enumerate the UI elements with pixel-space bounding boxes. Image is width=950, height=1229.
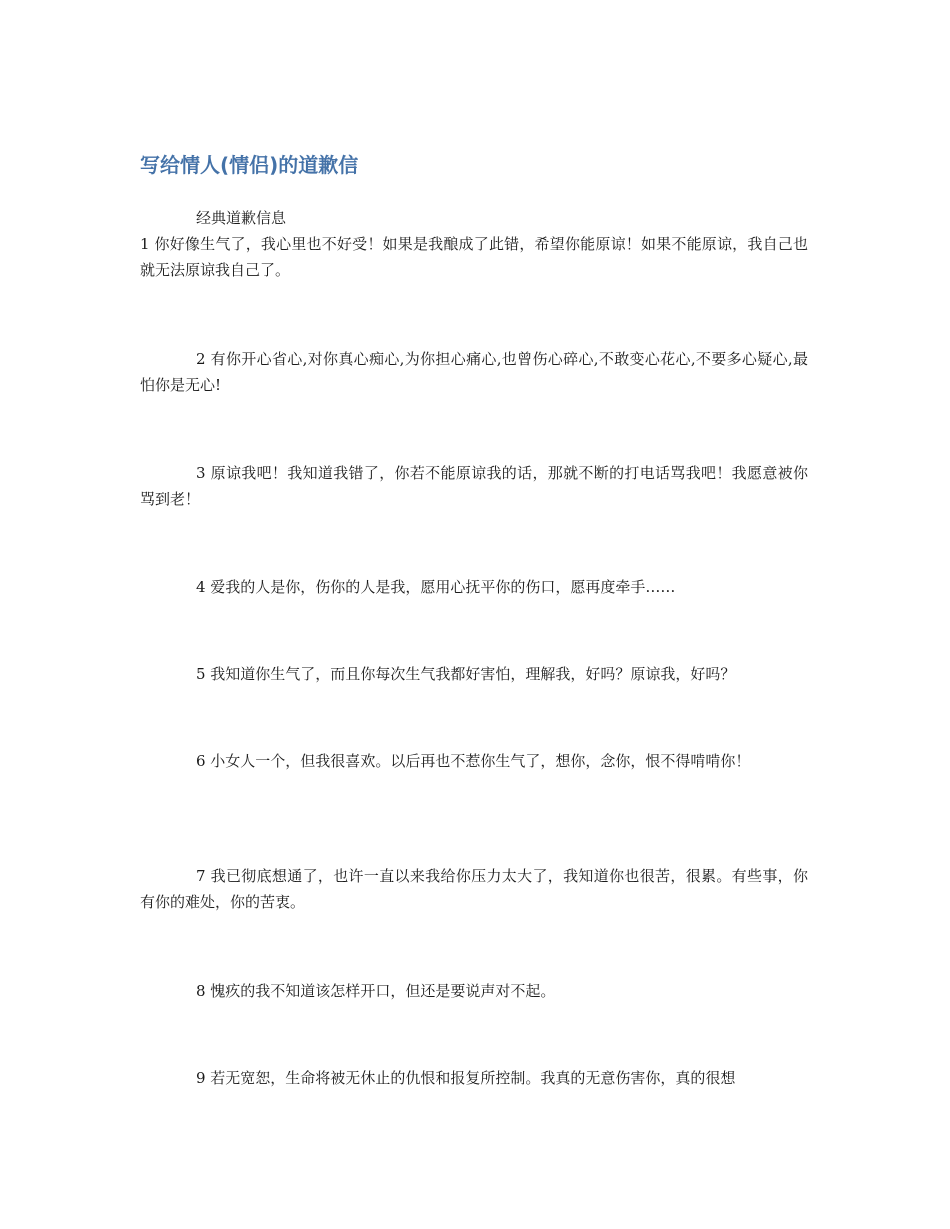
document-subtitle: 经典道歉信息 (196, 209, 287, 227)
paragraph-9: 9 若无宽恕，生命将被无休止的仇恨和报复所控制。我真的无意伤害你，真的很想 (196, 1069, 736, 1087)
paragraph-1: 1 你好像生气了，我心里也不好受！如果是我酿成了此错，希望你能原谅！如果不能原谅，我自己也就无法原谅我自己了。 (140, 235, 808, 279)
paragraph-7: 7 我已彻底想通了，也许一直以来我给你压力太大了，我知道你也很苦，很累。有些事，你有你的难处，你的苦衷。 (140, 867, 808, 911)
paragraph-6: 6 小女人一个，但我很喜欢。以后再也不惹你生气了，想你，念你，恨不得啃啃你！ (196, 752, 751, 770)
paragraph-2: 2 有你开心省心,对你真心痴心,为你担心痛心,也曾伤心碎心,不敢变心花心,不要多心疑心,最怕你是无心! (140, 350, 808, 394)
document-title: 写给情人(情侣)的道歉信 (140, 153, 359, 177)
paragraph-5: 5 我知道你生气了，而且你每次生气我都好害怕，理解我，好吗？原谅我，好吗？ (196, 665, 736, 683)
paragraph-4: 4 爱我的人是你，伤你的人是我，愿用心抚平你的伤口，愿再度牵手…… (196, 578, 676, 596)
paragraph-3: 3 原谅我吧！我知道我错了，你若不能原谅我的话，那就不断的打电话骂我吧！我愿意被你骂到老！ (140, 464, 808, 508)
paragraph-8: 8 愧疚的我不知道该怎样开口，但还是要说声对不起。 (196, 982, 556, 1000)
